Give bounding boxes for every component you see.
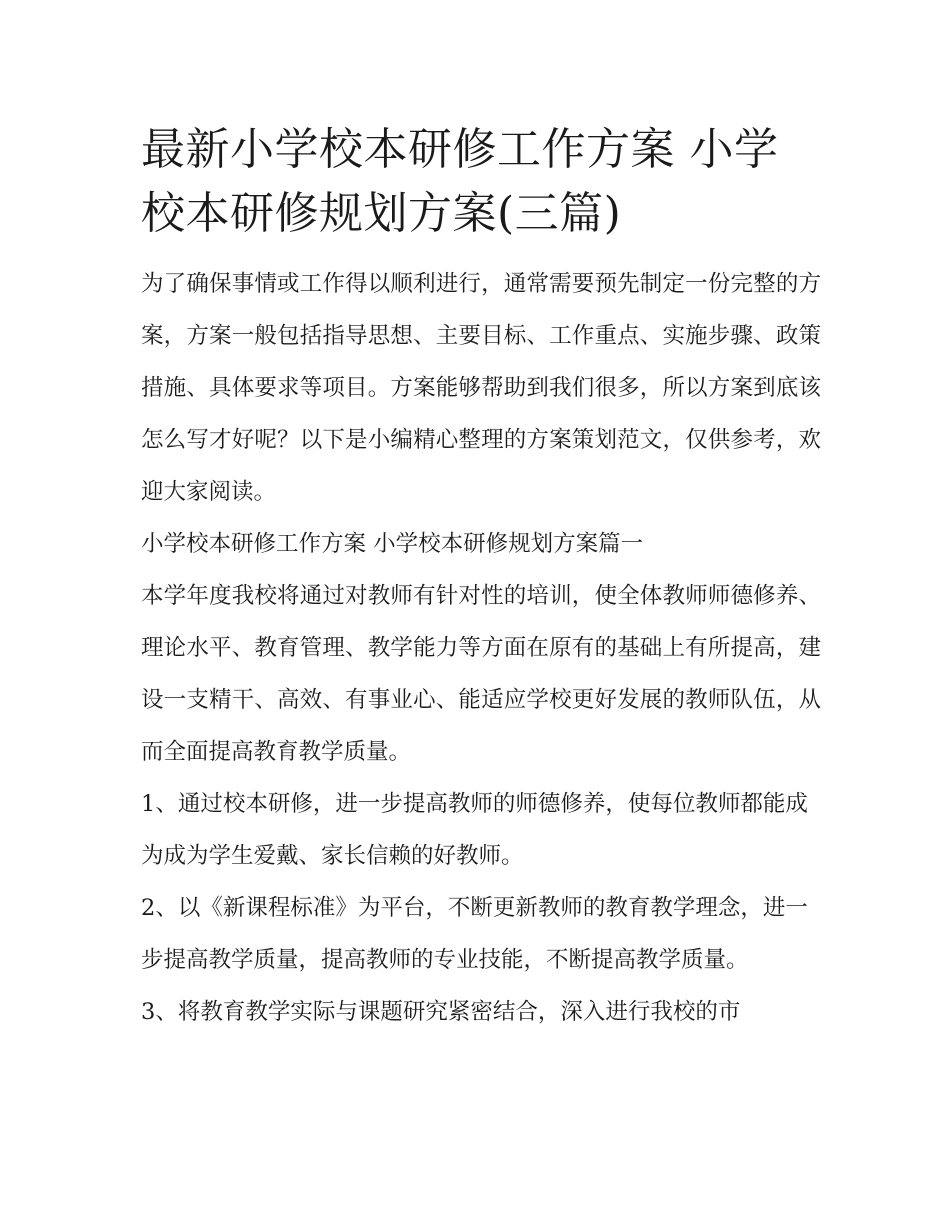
intro-paragraph: 为了确保事情或工作得以顺利进行，通常需要预先制定一份完整的方案，方案一般包括指导思想、主要目标、工作重点、实施步骤、政策措施、具体要求等项目。方案能够帮助到我们很多，所以方案到底该怎么写才好呢？以下是小编精心整理的方案策划范文，仅供参考，欢迎大家阅读。: [141, 271, 821, 505]
list-item: 2、以《新课程标准》为平台，不断更新教师的教育教学理念，进一步提高教学质量，提高教师的专业技能，不断提高教学质量。: [141, 895, 808, 973]
list-item: 3、将教育教学实际与课题研究紧密结合，深入进行我校的市: [141, 999, 741, 1025]
list-item: 1、通过校本研修，进一步提高教师的师德修养，使每位教师都能成为成为学生爱戴、家长信赖的好教师。: [141, 791, 808, 869]
document-title: 最新小学校本研修工作方案 小学校本研修规划方案(三篇): [141, 124, 779, 239]
document-body: [141, 118, 821, 1038]
section-paragraph: 本学年度我校将通过对教师有针对性的培训，使全体教师师德修养、理论水平、教育管理、教学能力等方面在原有的基础上有所提高，建设一支精干、高效、有事业心、能适应学校更好发展的教师队伍，从而全面提高教育教学质量。: [141, 583, 821, 765]
section-heading: 小学校本研修工作方案 小学校本研修规划方案篇一: [141, 531, 644, 557]
